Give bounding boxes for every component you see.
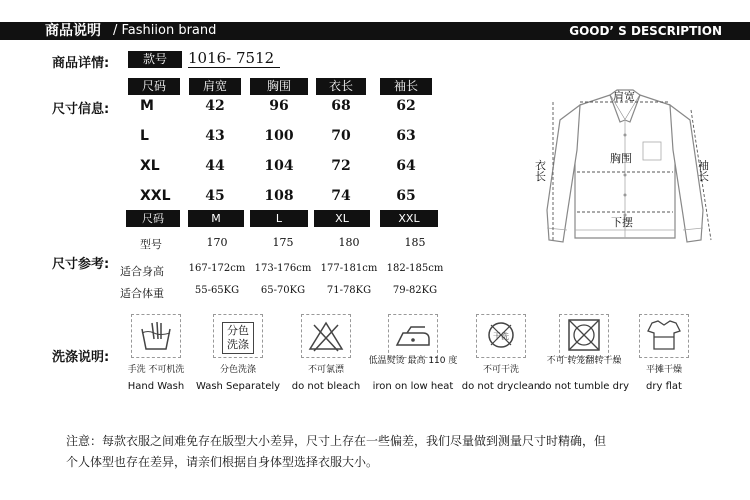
size-info-cell: L [140, 128, 149, 144]
wash-caption-en: do not bleach [291, 381, 361, 392]
style-no-badge: 款号 [128, 51, 182, 68]
size-info-cell: XL [140, 158, 160, 174]
diagram-shoulder-label: 肩宽 [613, 90, 635, 103]
wash-caption-cn: 不可干洗 [482, 365, 519, 375]
note-line-1: 注意：每款衣服之间难免存在版型大小差异，尺寸上存在一些偏差，我们尽量做到测量尺寸时精确，但 [66, 434, 607, 448]
style-number: 1016- 7512 [188, 49, 280, 68]
header-right-title: GOOD’ S DESCRIPTION [569, 24, 722, 38]
wash-caption-cn: 不可氯漂 [307, 365, 344, 375]
size-ref-cell: 65-70KG [260, 285, 306, 296]
wash-caption-cn: 分色洗涤 [219, 365, 256, 375]
header-title-en: / Fashiion brand [113, 23, 217, 38]
size-info-cell: 65 [396, 188, 416, 204]
size-ref-cell: 型号 [140, 238, 162, 251]
wash-caption-cn: 手洗 不可机洗 [127, 365, 185, 375]
size-info-cell: 96 [269, 98, 289, 114]
diagram-chest-label: 胸围 [610, 152, 632, 165]
size-ref-cell: 182-185cm [386, 263, 444, 274]
wash-caption-en: iron on low heat [372, 381, 454, 392]
dry-flat-icon [639, 314, 689, 358]
size-ref-header: M [188, 210, 244, 227]
size-ref-cell: 175 [272, 236, 294, 249]
size-ref-cell: 79-82KG [392, 285, 438, 296]
size-info-cell: 42 [205, 98, 225, 114]
size-info-cell: 70 [331, 128, 351, 144]
size-ref-label: 尺寸参考: [52, 257, 110, 272]
no-tumble-dry-icon [559, 314, 609, 358]
size-info-header: 衣长 [316, 78, 366, 95]
size-info-header: 袖长 [380, 78, 432, 95]
wash-separately-icon [213, 314, 263, 358]
wash-caption-en: do not tumble dry [538, 381, 630, 392]
size-info-cell: 63 [396, 128, 416, 144]
no-dryclean-icon-text: 干洗 [493, 332, 509, 341]
size-info-header: 尺码 [128, 78, 180, 95]
size-ref-cell: 170 [206, 236, 228, 249]
details-label: 商品详情: [52, 56, 110, 71]
size-info-cell: 108 [264, 188, 294, 204]
size-info-cell: 100 [264, 128, 294, 144]
no-bleach-icon [301, 314, 351, 358]
size-info-cell: 43 [205, 128, 225, 144]
size-info-cell: 104 [264, 158, 294, 174]
size-info-cell: M [140, 98, 154, 114]
size-info-cell: 44 [205, 158, 225, 174]
note-line-2: 个人体型也存在差异，请亲们根据自身体型选择衣服大小。 [66, 455, 379, 469]
size-ref-cell: 55-65KG [194, 285, 240, 296]
wash-caption-cn: 平摊干燥 [645, 365, 682, 375]
diagram-length-label: 衣长 [535, 159, 546, 183]
size-ref-cell: 适合身高 [120, 265, 164, 278]
note [66, 431, 606, 473]
no-dryclean-icon [476, 314, 526, 358]
wash-caption-en: dry flat [646, 381, 682, 392]
size-info-cell: 68 [331, 98, 351, 114]
size-ref-cell: 71-78KG [326, 285, 372, 296]
wash-caption-en: do not dryclean [461, 381, 541, 392]
size-ref-cell: 185 [404, 236, 426, 249]
header-bar [0, 22, 750, 40]
wash-label: 洗涤说明: [52, 350, 110, 365]
wash-caption-en: Hand Wash [127, 381, 185, 392]
hand-wash-icon [131, 314, 181, 358]
wash-caption-cn: 低温熨烫 最高 110 度 [368, 356, 458, 366]
size-ref-header: XL [314, 210, 370, 227]
size-ref-header: XXL [380, 210, 438, 227]
wash-separately-icon-text: 分色洗涤 [222, 322, 254, 354]
diagram-hem-label: 下摆 [611, 216, 633, 229]
wash-caption-en: Wash Separately [195, 381, 281, 392]
diagram-sleeve-label: 袖长 [698, 159, 709, 183]
size-info-cell: 74 [331, 188, 351, 204]
iron-low-icon [388, 314, 438, 358]
size-ref-header: L [250, 210, 308, 227]
header-title-cn: 商品说明 [45, 23, 101, 39]
size-ref-cell: 173-176cm [254, 263, 312, 274]
size-ref-cell: 180 [338, 236, 360, 249]
size-info-cell: XXL [140, 188, 171, 204]
size-ref-cell: 适合体重 [120, 287, 164, 300]
size-info-header: 肩宽 [189, 78, 241, 95]
size-ref-header: 尺码 [126, 210, 180, 227]
size-info-cell: 64 [396, 158, 416, 174]
wash-caption-cn: 不可 转笼翻转干燥 [546, 356, 622, 366]
size-info-header: 胸围 [250, 78, 308, 95]
size-info-cell: 72 [331, 158, 351, 174]
size-info-cell: 62 [396, 98, 416, 114]
size-info-label: 尺寸信息: [52, 102, 110, 117]
size-ref-cell: 167-172cm [188, 263, 246, 274]
size-ref-cell: 177-181cm [320, 263, 378, 274]
size-info-cell: 45 [205, 188, 225, 204]
